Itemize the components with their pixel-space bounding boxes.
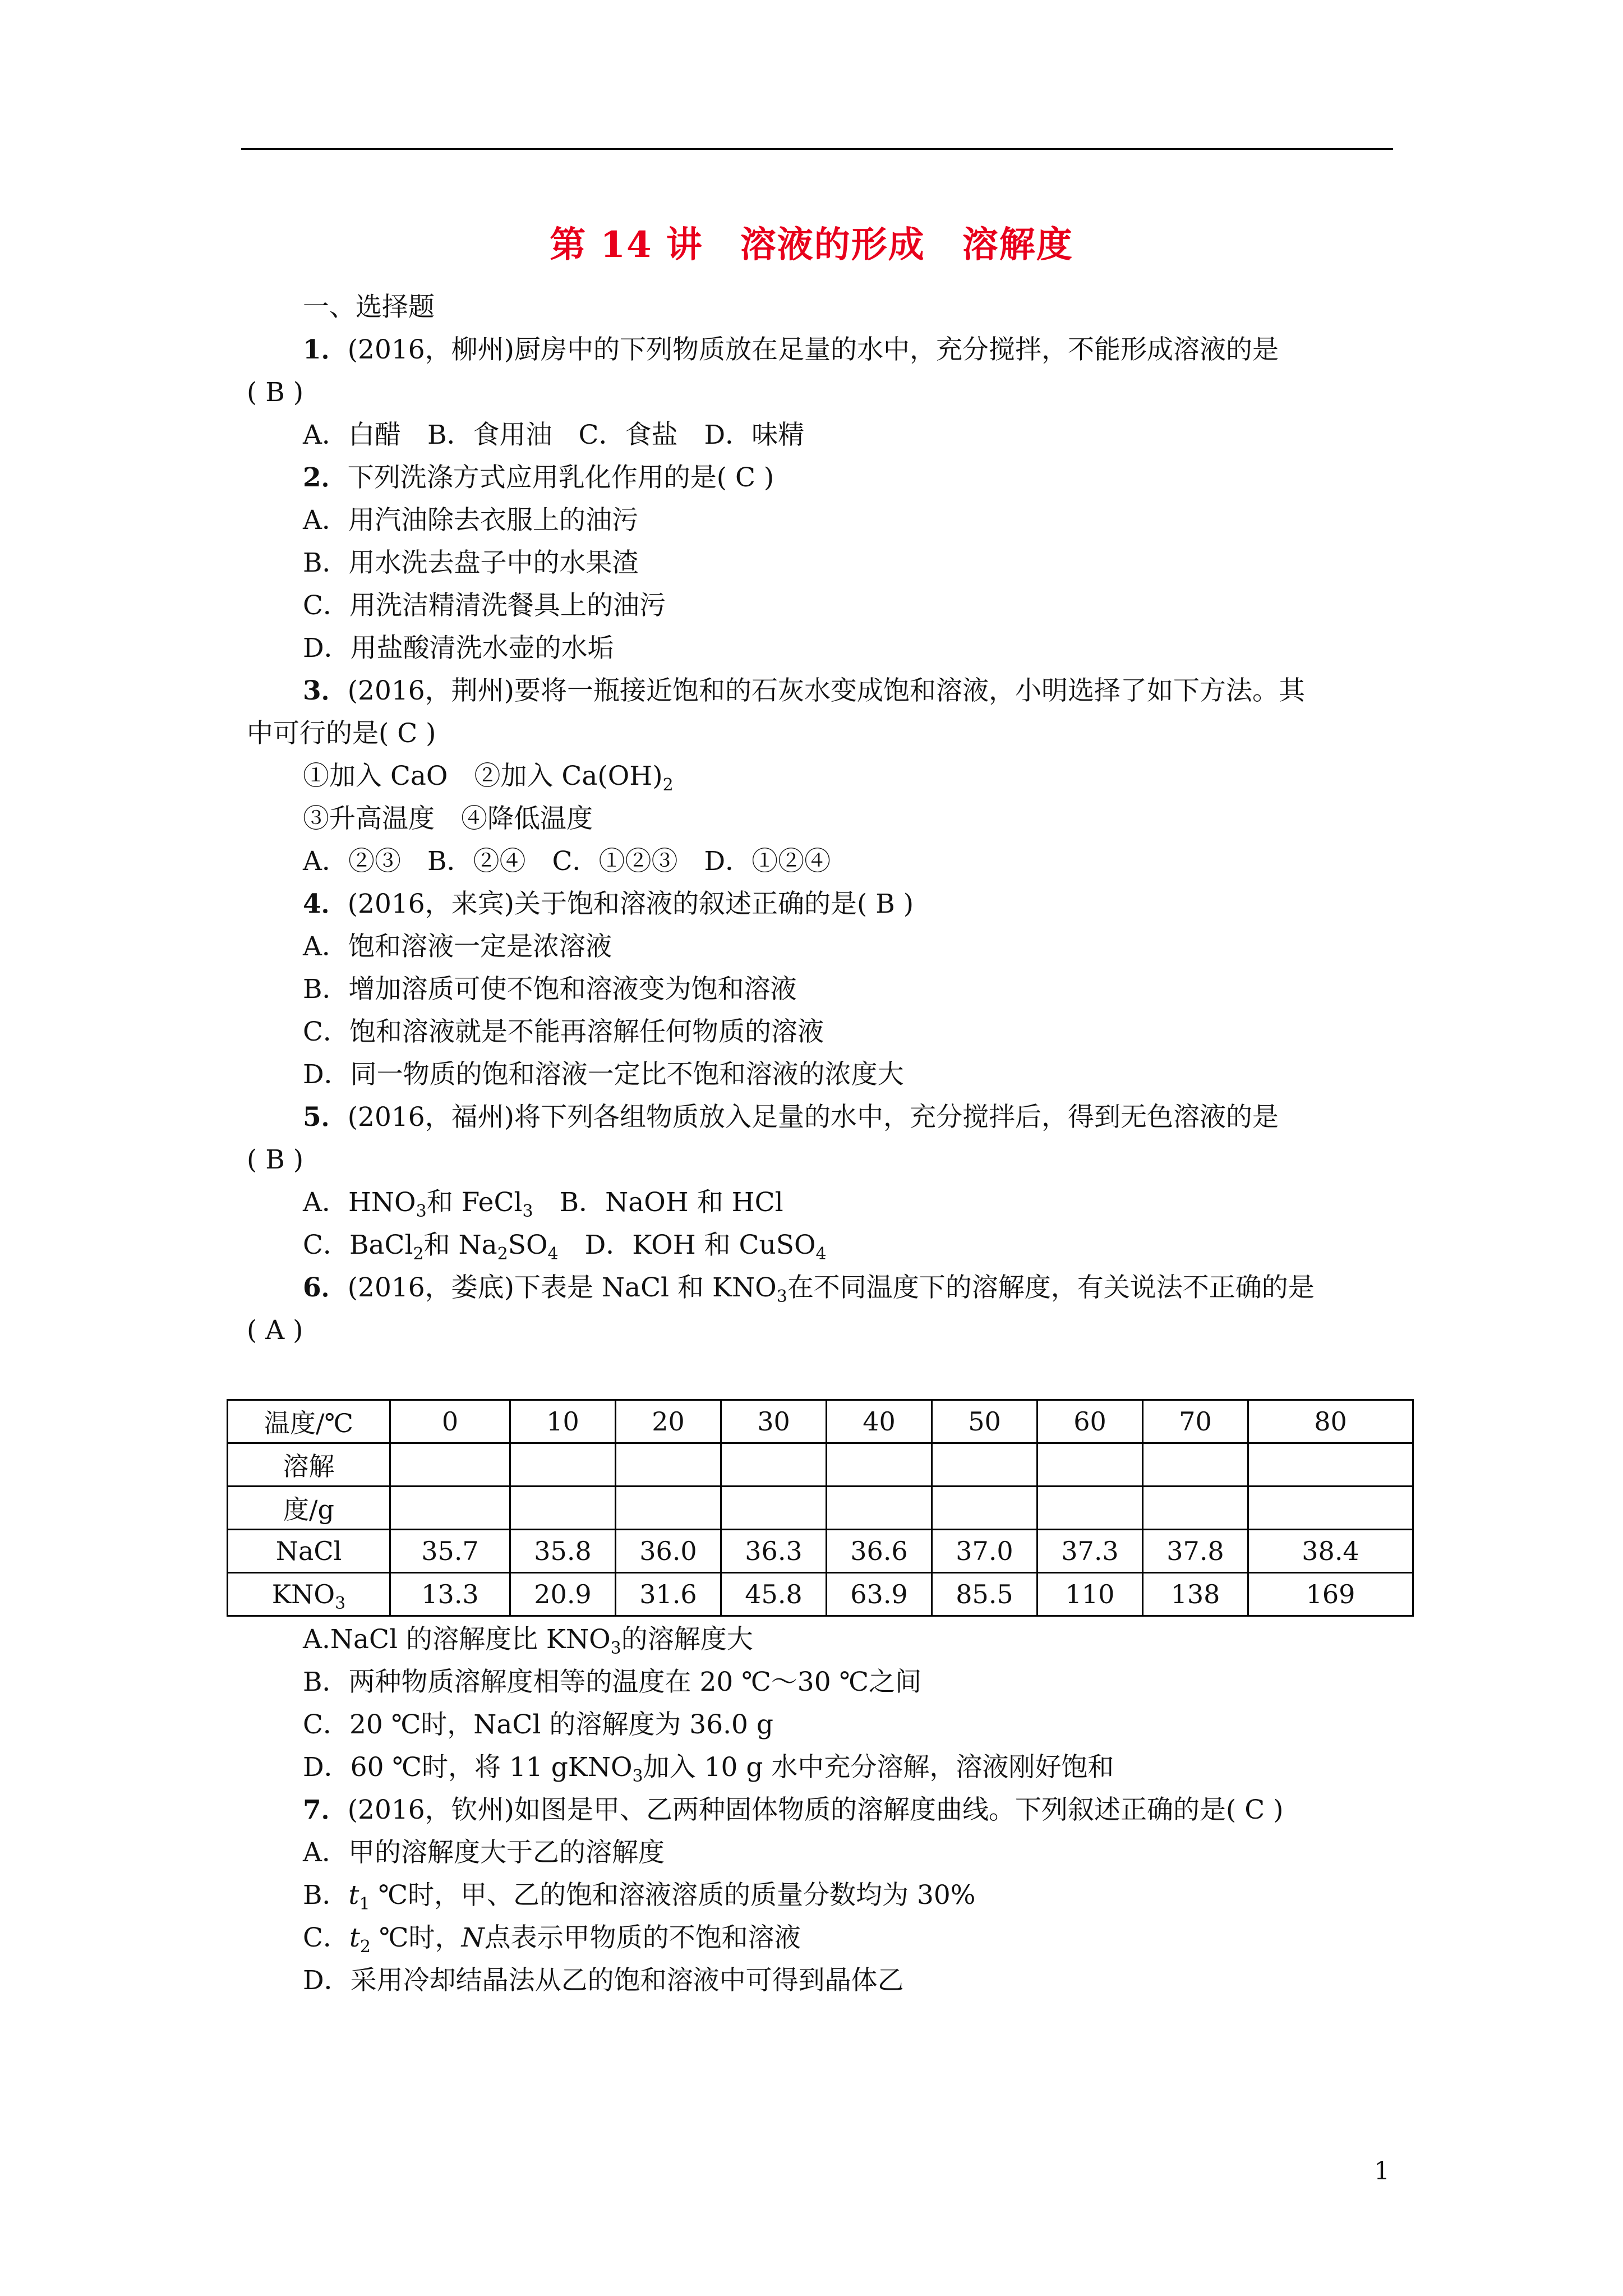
question-7-option-b: B．$t_1$ ℃时，甲、乙的饱和溶液溶质的质量分数均为 30% [303,1880,976,1914]
table-cell: 110 [1038,1573,1143,1616]
question-3-number: 3． [303,675,348,706]
page-title: 第 14 讲 溶液的形成 溶解度 [550,224,1073,266]
table-cell: 36.3 [721,1530,827,1573]
table-row-temperature [228,1400,1413,1443]
table-cell [721,1443,827,1487]
table-cell: 60 [1038,1400,1143,1443]
question-5-number: 5． [303,1102,348,1133]
solubility-table [227,1399,1414,1617]
question-2-option-c: C．用洗洁精清洗餐具上的油污 [303,590,666,621]
table-cell [510,1443,616,1487]
question-4-option-d: D．同一物质的饱和溶液一定比不饱和溶液的浓度大 [303,1059,904,1090]
table-cell [1248,1443,1413,1487]
table-cell [827,1487,932,1530]
table-cell [510,1487,616,1530]
table-cell: 70 [1143,1400,1248,1443]
table-header-cell: $KNO_3$ [228,1573,390,1616]
table-cell: 50 [932,1400,1038,1443]
table-cell [390,1443,510,1487]
table-row-nacl [228,1530,1413,1573]
question-3-stem-cont: 中可行的是( C ) [247,718,436,749]
question-3-methods-1: ①加入 CaO ②加入 $Ca(OH)_2$ [303,761,674,795]
table-cell: 169 [1248,1573,1413,1616]
table-header-cell: 溶解 [228,1443,390,1487]
table-cell: 10 [510,1400,616,1443]
table-cell: 40 [827,1400,932,1443]
question-2-option-a: A．用汽油除去衣服上的油污 [303,505,638,536]
question-4-option-c: C．饱和溶液就是不能再溶解任何物质的溶液 [303,1016,824,1047]
question-2-number: 2． [303,462,348,493]
table-cell [932,1443,1038,1487]
question-5-stem: 5．(2016，福州)将下列各组物质放入足量的水中，充分搅拌后，得到无色溶液的是 [303,1102,1279,1133]
question-2-option-d: D．用盐酸清洗水壶的水垢 [303,633,614,664]
table-cell [1248,1487,1413,1530]
table-row-solubility-label-1 [228,1443,1413,1487]
page-number: 1 [1374,2157,1390,2185]
question-6-number: 6． [303,1272,348,1303]
question-5-options-cd: C．BaCl$_2$和 $Na_2SO_4$ D．KOH 和 CuSO$_4$ [303,1230,827,1264]
table-row-kno3 [228,1573,1413,1616]
question-6-answer: ( A ) [247,1315,303,1346]
table-cell: 30 [721,1400,827,1443]
table-cell: 63.9 [827,1573,932,1616]
table-cell: 35.8 [510,1530,616,1573]
table-cell: 36.6 [827,1530,932,1573]
table-cell [932,1487,1038,1530]
table-cell: 35.7 [390,1530,510,1573]
question-6-option-d: D．60 ℃时，将 11 gKNO$_3$加入 10 g 水中充分溶解，溶液刚好饱和 [303,1752,1114,1786]
question-3-options: A．②③ B．②④ C．①②③ D．①②④ [303,846,831,877]
table-cell: 37.0 [932,1530,1038,1573]
question-7-number: 7． [303,1795,348,1825]
table-row-solubility-label-2 [228,1487,1413,1530]
table-cell: 20.9 [510,1573,616,1616]
table-cell [1038,1487,1143,1530]
table-cell: 37.3 [1038,1530,1143,1573]
table-cell [1143,1443,1248,1487]
question-7-option-a: A．甲的溶解度大于乙的溶解度 [303,1837,665,1868]
table-cell: 85.5 [932,1573,1038,1616]
table-cell [827,1443,932,1487]
table-header-cell: 度/g [228,1487,390,1530]
question-6-option-c: C．20 ℃时，NaCl 的溶解度为 36.0 g [303,1709,773,1740]
table-cell [1038,1443,1143,1487]
table-cell: 0 [390,1400,510,1443]
question-2-stem: 2．下列洗涤方式应用乳化作用的是( C ) [303,462,774,493]
question-6-option-a: A.NaCl 的溶解度比 $KNO_3$的溶解度大 [303,1624,753,1658]
table-cell: 36.0 [616,1530,721,1573]
table-cell: 138 [1143,1573,1248,1616]
table-cell: 80 [1248,1400,1413,1443]
question-4-option-a: A．饱和溶液一定是浓溶液 [303,931,612,962]
question-1-stem: 1．(2016，柳州)厨房中的下列物质放在足量的水中，充分搅拌，不能形成溶液的是 [303,334,1279,365]
table-cell: 38.4 [1248,1530,1413,1573]
question-4-stem: 4．(2016，来宾)关于饱和溶液的叙述正确的是( B ) [303,889,914,919]
table-cell: 13.3 [390,1573,510,1616]
table-cell [616,1487,721,1530]
question-2-option-b: B．用水洗去盘子中的水果渣 [303,547,639,578]
question-6-option-b: B．两种物质溶解度相等的温度在 20 ℃～30 ℃之间 [303,1667,922,1697]
table-cell: 31.6 [616,1573,721,1616]
question-6-stem: 6．(2016，娄底)下表是 NaCl 和 $KNO_3$在不同温度下的溶解度，有关说法不正确的是 [303,1272,1315,1306]
question-7-stem: 7．(2016，钦州)如图是甲、乙两种固体物质的溶解度曲线。下列叙述正确的是( C ) [303,1795,1284,1825]
table-cell [721,1487,827,1530]
table-cell: 37.8 [1143,1530,1248,1573]
question-5-answer: ( B ) [247,1144,304,1175]
question-3-methods-2: ③升高温度 ④降低温度 [303,803,593,834]
table-cell [390,1487,510,1530]
question-1-number: 1． [303,334,348,365]
table-cell: 45.8 [721,1573,827,1616]
question-1-options: A．白醋 B．食用油 C．食盐 D．味精 [303,420,805,450]
question-1-answer: ( B ) [247,377,304,408]
question-4-option-b: B．增加溶质可使不饱和溶液变为饱和溶液 [303,974,797,1005]
question-4-number: 4． [303,889,348,919]
table-header-cell: 温度/℃ [228,1400,390,1443]
table-cell [616,1443,721,1487]
table-cell: 20 [616,1400,721,1443]
question-5-options-ab: A．$HNO_3$和 FeCl$_3$ B．NaOH 和 HCl [303,1187,783,1221]
question-7-option-d: D．采用冷却结晶法从乙的饱和溶液中可得到晶体乙 [303,1965,904,1996]
table-cell [1143,1487,1248,1530]
section-heading: 一、选择题 [303,292,435,323]
question-7-option-c: C．$t_2$ ℃时，N点表示甲物质的不饱和溶液 [303,1922,801,1957]
table-header-cell: NaCl [228,1530,390,1573]
question-3-stem: 3．(2016，荆州)要将一瓶接近饱和的石灰水变成饱和溶液，小明选择了如下方法。其 [303,675,1305,706]
header-rule [241,148,1393,150]
